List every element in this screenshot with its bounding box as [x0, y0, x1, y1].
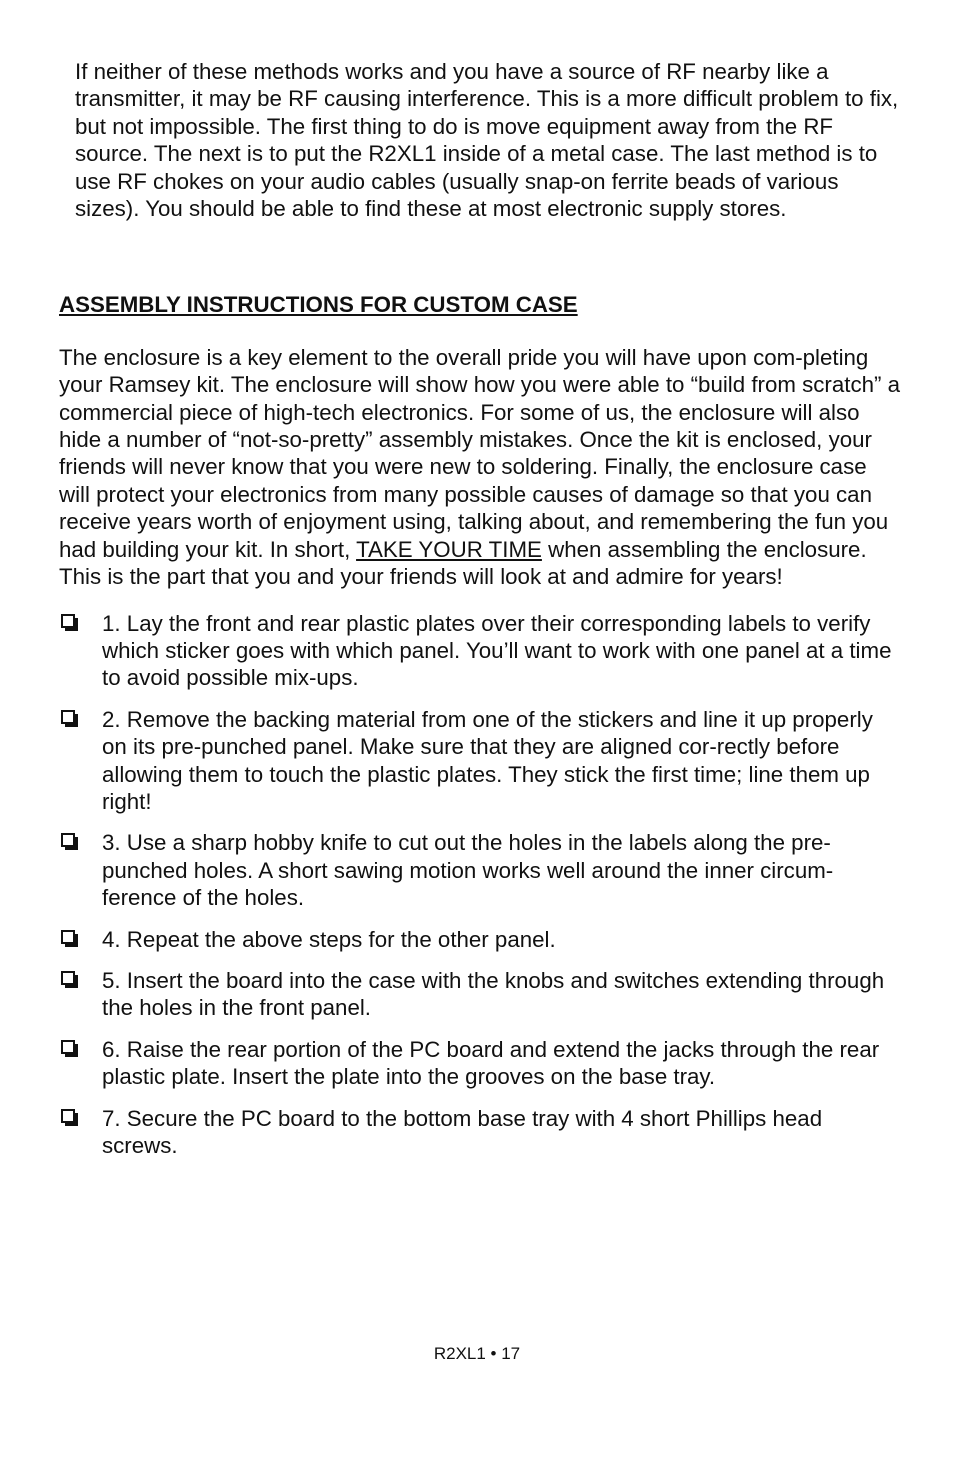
step-text: 4. Repeat the above steps for the other panel. [102, 926, 556, 952]
body-paragraph [59, 344, 901, 591]
body-text-part-2: when assembling the enclosure. This is the part that you and your friends will look at and admire for years! [59, 536, 867, 590]
step-item [59, 967, 901, 1022]
checkbox-icon[interactable] [61, 710, 75, 724]
step-item [59, 1036, 901, 1091]
step-text: 2. Remove the backing material from one of the stickers and line it up properly on its pre-punched panel. Make sure that they are aligned cor-rectly before allowing them to touch the plastic plates. They stick the first time; line them up right! [102, 706, 873, 814]
step-item [59, 610, 901, 692]
step-text: 5. Insert the board into the case with the knobs and switches extending through the holes in the front panel. [102, 967, 885, 1021]
checkbox-icon[interactable] [61, 833, 75, 847]
page-footer: R2XL1 • 17 [433, 1344, 521, 1363]
checkbox-icon[interactable] [61, 930, 75, 944]
body-text-part-1: The enclosure is a key element to the overall pride you will have upon com-pleting your Ramsey kit. The enclosure will show how you were able to “build from scratch” a commercial piece of high-tech electronics. For some of us, the enclosure will also hide a number of “not-so-pretty” assembly mistakes. Once the kit is enclosed, your friends will never know that you were new to soldering. Finally, the enclosure case will protect your electronics from many possible causes of damage so that you can receive years worth of enjoyment using, talking about, and remembering the fun you had building your kit. In short, [59, 344, 901, 562]
assembly-steps-list [59, 610, 901, 1160]
step-item [59, 926, 901, 953]
step-item [59, 829, 901, 911]
document-page [59, 58, 901, 1173]
step-text: 3. Use a sharp hobby knife to cut out the holes in the labels along the pre-punched holes. A short sawing motion works well around the inner circum-ference of the holes. [102, 830, 834, 911]
section-heading: ASSEMBLY INSTRUCTIONS FOR CUSTOM CASE [59, 292, 578, 318]
checkbox-icon[interactable] [61, 971, 75, 985]
emphasis-take-your-time: TAKE YOUR TIME [356, 536, 542, 562]
step-item [59, 706, 901, 816]
step-item [59, 1105, 901, 1160]
step-text: 1. Lay the front and rear plastic plates over their corresponding labels to verify which sticker goes with which panel. You’ll want to work with one panel at a time to avoid possible mix-ups. [102, 610, 892, 691]
intro-paragraph: If neither of these methods works and you have a source of RF nearby like a transmitter, it may be RF causing interference. This is a more difficult problem to fix, but not impossible. The first thing to do is move equipment away from the RF source. The next is to put the R2XL1 inside of a metal case. The last method is to use RF chokes on your audio cables (usually snap-on ferrite beads of various sizes). You should be able to find these at most electronic supply stores. [75, 59, 899, 222]
checkbox-icon[interactable] [61, 1109, 75, 1123]
checkbox-icon[interactable] [61, 1040, 75, 1054]
checkbox-icon[interactable] [61, 614, 75, 628]
step-text: 6. Raise the rear portion of the PC board and extend the jacks through the rear plastic plate. Insert the plate into the grooves on the base tray. [102, 1036, 880, 1090]
step-text: 7. Secure the PC board to the bottom base tray with 4 short Phillips head screws. [102, 1105, 823, 1158]
